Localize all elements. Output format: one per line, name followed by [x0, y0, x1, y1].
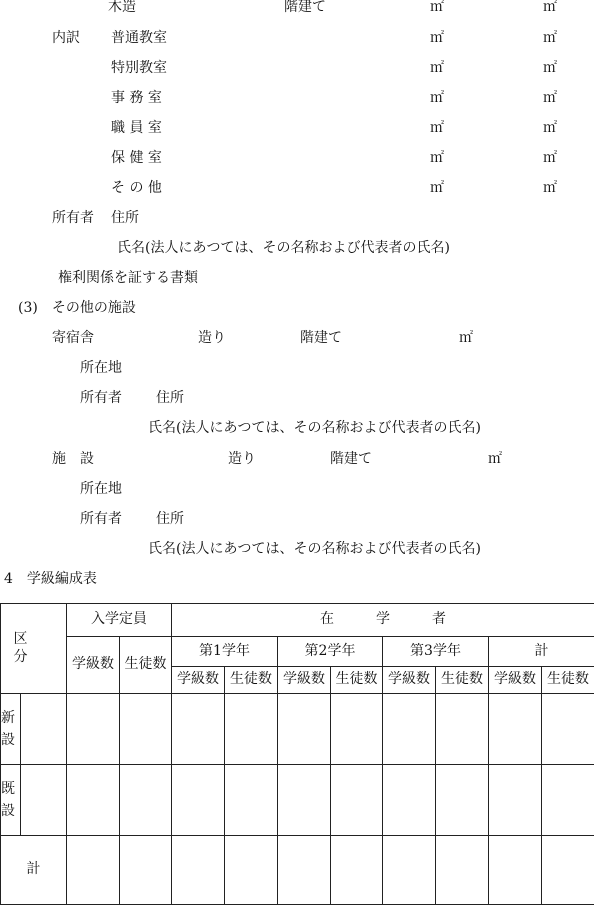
table-cell — [436, 765, 489, 836]
table-cell — [489, 836, 542, 905]
table-cell — [67, 694, 120, 765]
breakdown-area-unit-2: ㎡ — [543, 91, 557, 105]
table-cell — [436, 694, 489, 765]
table-cell — [120, 694, 172, 765]
owner-label: 所有者 — [52, 211, 94, 225]
table-cell — [383, 694, 436, 765]
breakdown-area-unit-2: ㎡ — [543, 181, 557, 195]
breakdown-area-unit-2: ㎡ — [543, 151, 557, 165]
breakdown-area-unit-2: ㎡ — [543, 121, 557, 135]
breakdown-area-unit-2: ㎡ — [543, 31, 557, 45]
table-cell — [489, 765, 542, 836]
breakdown-row-label: 事 務 室 — [111, 91, 162, 105]
table-cell — [436, 836, 489, 905]
header-y2-students: 生徒数 — [331, 667, 383, 694]
table-cell — [542, 694, 594, 765]
wood-floors-label: 階建て — [284, 0, 326, 14]
header-year-1: 第1学年 — [172, 637, 278, 667]
header-y1-students: 生徒数 — [225, 667, 278, 694]
breakdown-row-label: 普通教室 — [111, 31, 167, 45]
header-admission-classes: 学級数 — [67, 637, 120, 694]
breakdown-area-unit-1: ㎡ — [430, 151, 444, 165]
dorm-name-note: 氏名(法人にあつては、その名称および代表者の氏名) — [148, 421, 481, 435]
table-cell — [331, 765, 383, 836]
header-total-classes: 学級数 — [489, 667, 542, 694]
header-y2-classes: 学級数 — [278, 667, 331, 694]
table-cell — [383, 765, 436, 836]
table-cell — [225, 765, 278, 836]
facility-structure-label: 造り — [228, 452, 256, 466]
table-cell — [21, 765, 67, 836]
table-cell — [542, 836, 594, 905]
breakdown-label: 内訳 — [52, 31, 80, 45]
breakdown-area-unit-1: ㎡ — [430, 31, 444, 45]
breakdown-row-label: 保 健 室 — [111, 151, 162, 165]
wood-area-unit-1: ㎡ — [430, 0, 444, 14]
class-table-heading: 4 学級編成表 — [4, 572, 97, 586]
facility-label: 施 設 — [52, 452, 94, 466]
breakdown-area-unit-1: ㎡ — [430, 181, 444, 195]
wood-structure-label: 木造 — [108, 0, 136, 14]
dorm-address-label: 住所 — [156, 391, 184, 405]
table-cell — [331, 694, 383, 765]
header-year-3: 第3学年 — [383, 637, 489, 667]
facility-address-label: 住所 — [156, 512, 184, 526]
table-row-new — [1, 694, 594, 765]
table-cell — [120, 765, 172, 836]
header-kubun: 区 分 — [1, 604, 67, 694]
header-y3-students: 生徒数 — [436, 667, 489, 694]
table-row-existing — [1, 765, 594, 836]
table-cell — [489, 694, 542, 765]
dorm-floors-label: 階建て — [300, 331, 342, 345]
table-cell — [172, 836, 225, 905]
row-label-new: 新設 — [1, 694, 21, 765]
header-y1-classes: 学級数 — [172, 667, 225, 694]
facility-area-unit: ㎡ — [488, 452, 502, 466]
header-total: 計 — [489, 637, 594, 667]
table-cell — [225, 694, 278, 765]
table-row-total — [1, 836, 594, 905]
table-cell — [67, 836, 120, 905]
header-admission-students: 生徒数 — [120, 637, 172, 694]
table-cell — [542, 765, 594, 836]
table-cell — [172, 765, 225, 836]
table-cell — [120, 836, 172, 905]
breakdown-row-label: 特別教室 — [111, 61, 167, 75]
breakdown-area-unit-1: ㎡ — [430, 91, 444, 105]
header-year-2: 第2学年 — [278, 637, 383, 667]
dorm-structure-label: 造り — [198, 331, 226, 345]
dorm-owner-label: 所有者 — [80, 391, 122, 405]
table-cell — [21, 694, 67, 765]
row-label-existing: 既設 — [1, 765, 21, 836]
breakdown-row-label: そ の 他 — [111, 181, 162, 195]
owner-name-note: 氏名(法人にあつては、その名称および代表者の氏名) — [117, 241, 450, 255]
table-cell — [278, 694, 331, 765]
table-cell — [331, 836, 383, 905]
header-admission: 入学定員 — [67, 604, 172, 637]
table-cell — [278, 836, 331, 905]
table-cell — [67, 765, 120, 836]
breakdown-area-unit-1: ㎡ — [430, 61, 444, 75]
header-total-students: 生徒数 — [542, 667, 594, 694]
row-label-total: 計 — [1, 836, 67, 905]
table-cell — [278, 765, 331, 836]
breakdown-area-unit-2: ㎡ — [543, 61, 557, 75]
facility-name-note: 氏名(法人にあつては、その名称および代表者の氏名) — [148, 542, 481, 556]
table-cell — [225, 836, 278, 905]
facility-floors-label: 階建て — [330, 452, 372, 466]
wood-area-unit-2: ㎡ — [543, 0, 557, 14]
table-cell — [383, 836, 436, 905]
breakdown-area-unit-1: ㎡ — [430, 121, 444, 135]
header-enrolled: 在 学 者 — [172, 604, 594, 637]
owner-address-label: 住所 — [111, 211, 139, 225]
dorm-area-unit: ㎡ — [459, 331, 473, 345]
facility-location-label: 所在地 — [80, 482, 122, 496]
dorm-label: 寄宿舎 — [52, 331, 94, 345]
breakdown-row-label: 職 員 室 — [111, 121, 162, 135]
dorm-location-label: 所在地 — [80, 361, 122, 375]
facility-owner-label: 所有者 — [80, 512, 122, 526]
other-facilities-heading: (3) その他の施設 — [18, 301, 136, 315]
table-cell — [172, 694, 225, 765]
header-y3-classes: 学級数 — [383, 667, 436, 694]
class-organization-table — [0, 603, 594, 905]
rights-documents-label: 権利関係を証する書類 — [58, 271, 198, 285]
